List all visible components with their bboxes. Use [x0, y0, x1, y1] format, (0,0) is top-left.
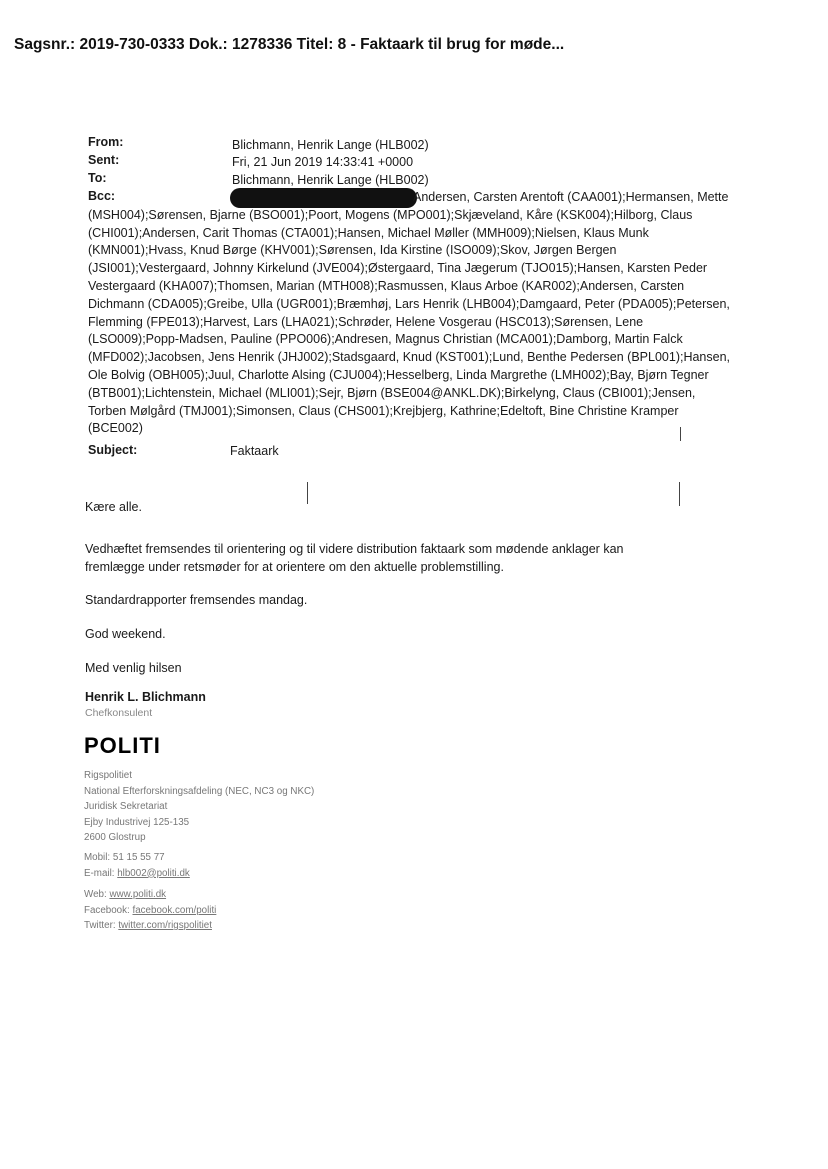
- sent-value: Fri, 21 Jun 2019 14:33:41 +0000: [232, 155, 414, 169]
- org-line: National Efterforskningsafdeling (NEC, NC3 og NKC): [84, 785, 315, 797]
- to-label: To:: [88, 171, 107, 185]
- body-paragraph: Standardrapporter fremsendes mandag.: [85, 593, 308, 607]
- web-link[interactable]: www.politi.dk: [109, 889, 167, 900]
- scan-artifact-line: [680, 427, 681, 441]
- email-link[interactable]: hlb002@politi.dk: [117, 867, 190, 879]
- sent-label: Sent:: [88, 153, 120, 167]
- politi-logo: POLITI: [84, 733, 161, 758]
- web-label: Web:: [84, 889, 107, 900]
- to-value: Blichmann, Henrik Lange (HLB002): [232, 173, 429, 187]
- signature-title: Chefkonsulent: [85, 707, 153, 719]
- greeting: Kære alle.: [85, 500, 142, 514]
- bcc-first-line: Andersen, Carsten Arentoft (CAA001);Hermansen,: [413, 190, 694, 204]
- links-block: [84, 887, 216, 934]
- bcc-recipients: [88, 189, 733, 438]
- contact-block: [84, 850, 190, 881]
- closing: Med venlig hilsen: [85, 661, 182, 675]
- mobile-label: Mobil:: [84, 852, 111, 863]
- subject-label: Subject:: [88, 443, 138, 457]
- from-label: From:: [88, 135, 124, 149]
- org-line: Juridisk Sekretariat: [84, 801, 168, 813]
- twitter-label: Twitter:: [84, 920, 116, 932]
- facebook-link[interactable]: facebook.com/politi: [132, 904, 217, 916]
- org-line: Ejby Industrivej 125-135: [84, 816, 190, 828]
- from-value: Blichmann, Henrik Lange (HLB002): [232, 138, 429, 152]
- body-paragraph: Vedhæftet fremsendes til orientering og til videre distribution faktaark som mødende anklager kan fremlægge under retsmøder for at orientere om den aktuelle problemstilling.: [85, 542, 624, 574]
- facebook-label: Facebook:: [84, 904, 130, 916]
- email-label: E-mail:: [84, 867, 115, 879]
- bcc-label: Bcc:: [88, 189, 116, 203]
- signature-name: Henrik L. Blichmann: [85, 690, 206, 704]
- document-header-stamp: Sagsnr.: 2019-730-0333 Dok.: 1278336 Titel: 8 - Faktaark til brug for møde...: [14, 36, 565, 53]
- org-line: Rigspolitiet: [84, 770, 132, 781]
- organization-block: [84, 768, 314, 846]
- subject-value: Faktaark: [230, 444, 279, 458]
- org-line: 2600 Glostrup: [84, 832, 146, 844]
- twitter-link[interactable]: twitter.com/rigspolitiet: [118, 920, 212, 932]
- bcc-recipient-list: Mette (MSH004);Sørensen, Bjarne (BSO001);Poort, Mogens (MPO001);Skjæveland, Kåre (KSK004);Hilborg, Claus (CHI001);Andersen, Carit Thomas (CTA001);Hansen, Michael Møller (MMH009);Nielsen, Klaus Munk (KMN001);Hvass, Knud Børge (KHV001);Sørensen, Ida Kirstine (ISO009);Skov, Jørgen Bergen (JSI001);Vestergaard, Johnny Kirkelund (JVE004);Østergaard, Tina Jægerum (TJO015);Hansen, Karsten Peder Vestergaard (KHA007);Thomsen, Marian (MTH008);Rasmussen, Klaus Arboe (KAR002);Andersen, Carsten Dichmann (CDA005);Greibe, Ulla (UGR001);Bræmhøj, Lars Henrik (LHB004);Damgaard, Peter (PDA005);Petersen, Flemming (FPE013);Harvest, Lars (LHA021);Schrøder, Helene Vosgerau (HSC013);Sørensen, Lene (LSO009);Popp-Madsen, Pauline (PPO006);Andresen, Magnus Christian (MCA001);Damborg, Martin Falck (MFD002);Jacobsen, Jens Henrik (JHJ002);Stadsgaard, Knud (KST001);Lund, Benthe Pedersen (BPL001);Hansen, Ole Bolvig (OBH005);Juul, Charlotte Alsing (CJU004);Hesselberg, Linda Margrethe (LMH002);Bay, Bjørn Tegner (BTB001);Lichtenstein, Michael (MLI001);Sejr, Bjørn (BSE004@ANKL.DK);Birkelyng, Claus (CBI001);Jensen, Torben Mølgård (TMJ001);Simonsen, Claus (CHS001);Krejbjerg, Kathrine;Edeltoft, Bine Christine Kramper (BCE002): [88, 190, 731, 436]
- mobile-value: 51 15 55 77: [112, 852, 165, 863]
- body-paragraph: God weekend.: [85, 627, 166, 641]
